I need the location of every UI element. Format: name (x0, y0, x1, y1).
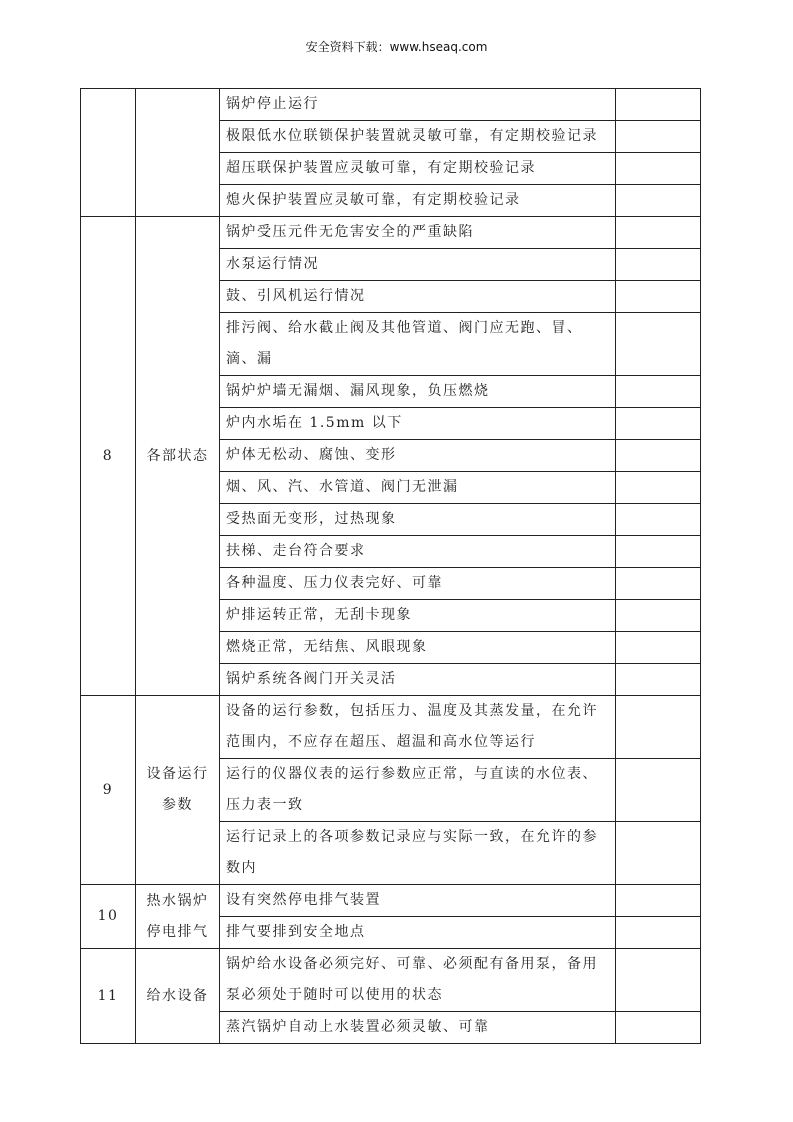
result-cell[interactable] (616, 822, 701, 885)
table-row (81, 949, 701, 1012)
check-content: 锅炉受压元件无危害安全的严重缺陷 (220, 217, 616, 249)
result-cell[interactable] (616, 504, 701, 536)
item-number: 11 (81, 949, 136, 1044)
result-cell[interactable] (616, 153, 701, 185)
result-cell[interactable] (616, 600, 701, 632)
item-name: 各部状态 (136, 217, 220, 696)
check-content: 运行记录上的各项参数记录应与实际一致，在允许的参数内 (220, 822, 616, 885)
check-content: 熄火保护装置应灵敏可靠，有定期校验记录 (220, 185, 616, 217)
check-content: 锅炉炉墙无漏烟、漏风现象，负压燃烧 (220, 376, 616, 408)
table-row (81, 885, 701, 917)
result-cell[interactable] (616, 376, 701, 408)
item-name: 给水设备 (136, 949, 220, 1044)
result-cell[interactable] (616, 632, 701, 664)
check-content: 极限低水位联锁保护装置就灵敏可靠，有定期校验记录 (220, 121, 616, 153)
item-name (136, 89, 220, 217)
table-row (81, 696, 701, 759)
inspection-table (80, 88, 701, 1044)
check-content: 水泵运行情况 (220, 249, 616, 281)
result-cell[interactable] (616, 917, 701, 949)
check-content: 各种温度、压力仪表完好、可靠 (220, 568, 616, 600)
result-cell[interactable] (616, 217, 701, 249)
item-number (81, 89, 136, 217)
check-content: 受热面无变形，过热现象 (220, 504, 616, 536)
result-cell[interactable] (616, 313, 701, 376)
result-cell[interactable] (616, 696, 701, 759)
result-cell[interactable] (616, 185, 701, 217)
result-cell[interactable] (616, 281, 701, 313)
check-content: 炉内水垢在 1.5mm 以下 (220, 408, 616, 440)
check-content: 炉排运转正常，无刮卡现象 (220, 600, 616, 632)
check-content: 燃烧正常，无结焦、风眼现象 (220, 632, 616, 664)
result-cell[interactable] (616, 949, 701, 1012)
table-row (81, 89, 701, 121)
check-content: 排气要排到安全地点 (220, 917, 616, 949)
check-content: 扶梯、走台符合要求 (220, 536, 616, 568)
result-cell[interactable] (616, 759, 701, 822)
result-cell[interactable] (616, 408, 701, 440)
item-name: 热水锅炉停电排气 (136, 885, 220, 949)
page-header: 安全资料下载：www.hseaq.com (305, 40, 488, 54)
result-cell[interactable] (616, 664, 701, 696)
item-number: 8 (81, 217, 136, 696)
result-cell[interactable] (616, 249, 701, 281)
item-number: 10 (81, 885, 136, 949)
item-number: 9 (81, 696, 136, 885)
check-content: 排污阀、给水截止阀及其他管道、阀门应无跑、冒、滴、漏 (220, 313, 616, 376)
result-cell[interactable] (616, 121, 701, 153)
check-content: 运行的仪器仪表的运行参数应正常，与直读的水位表、压力表一致 (220, 759, 616, 822)
check-content: 炉体无松动、腐蚀、变形 (220, 440, 616, 472)
result-cell[interactable] (616, 472, 701, 504)
check-content: 设有突然停电排气装置 (220, 885, 616, 917)
check-content: 设备的运行参数，包括压力、温度及其蒸发量，在允许范围内，不应存在超压、超温和高水位等运行 (220, 696, 616, 759)
check-content: 蒸汽锅炉自动上水装置必须灵敏、可靠 (220, 1012, 616, 1044)
result-cell[interactable] (616, 536, 701, 568)
check-content: 烟、风、汽、水管道、阀门无泄漏 (220, 472, 616, 504)
result-cell[interactable] (616, 885, 701, 917)
result-cell[interactable] (616, 440, 701, 472)
table-row (81, 217, 701, 249)
check-content: 鼓、引风机运行情况 (220, 281, 616, 313)
result-cell[interactable] (616, 1012, 701, 1044)
result-cell[interactable] (616, 568, 701, 600)
check-content: 锅炉停止运行 (220, 89, 616, 121)
item-name: 设备运行参数 (136, 696, 220, 885)
result-cell[interactable] (616, 89, 701, 121)
check-content: 超压联保护装置应灵敏可靠，有定期校验记录 (220, 153, 616, 185)
check-content: 锅炉系统各阀门开关灵活 (220, 664, 616, 696)
check-content: 锅炉给水设备必须完好、可靠、必须配有备用泵，备用泵必须处于随时可以使用的状态 (220, 949, 616, 1012)
